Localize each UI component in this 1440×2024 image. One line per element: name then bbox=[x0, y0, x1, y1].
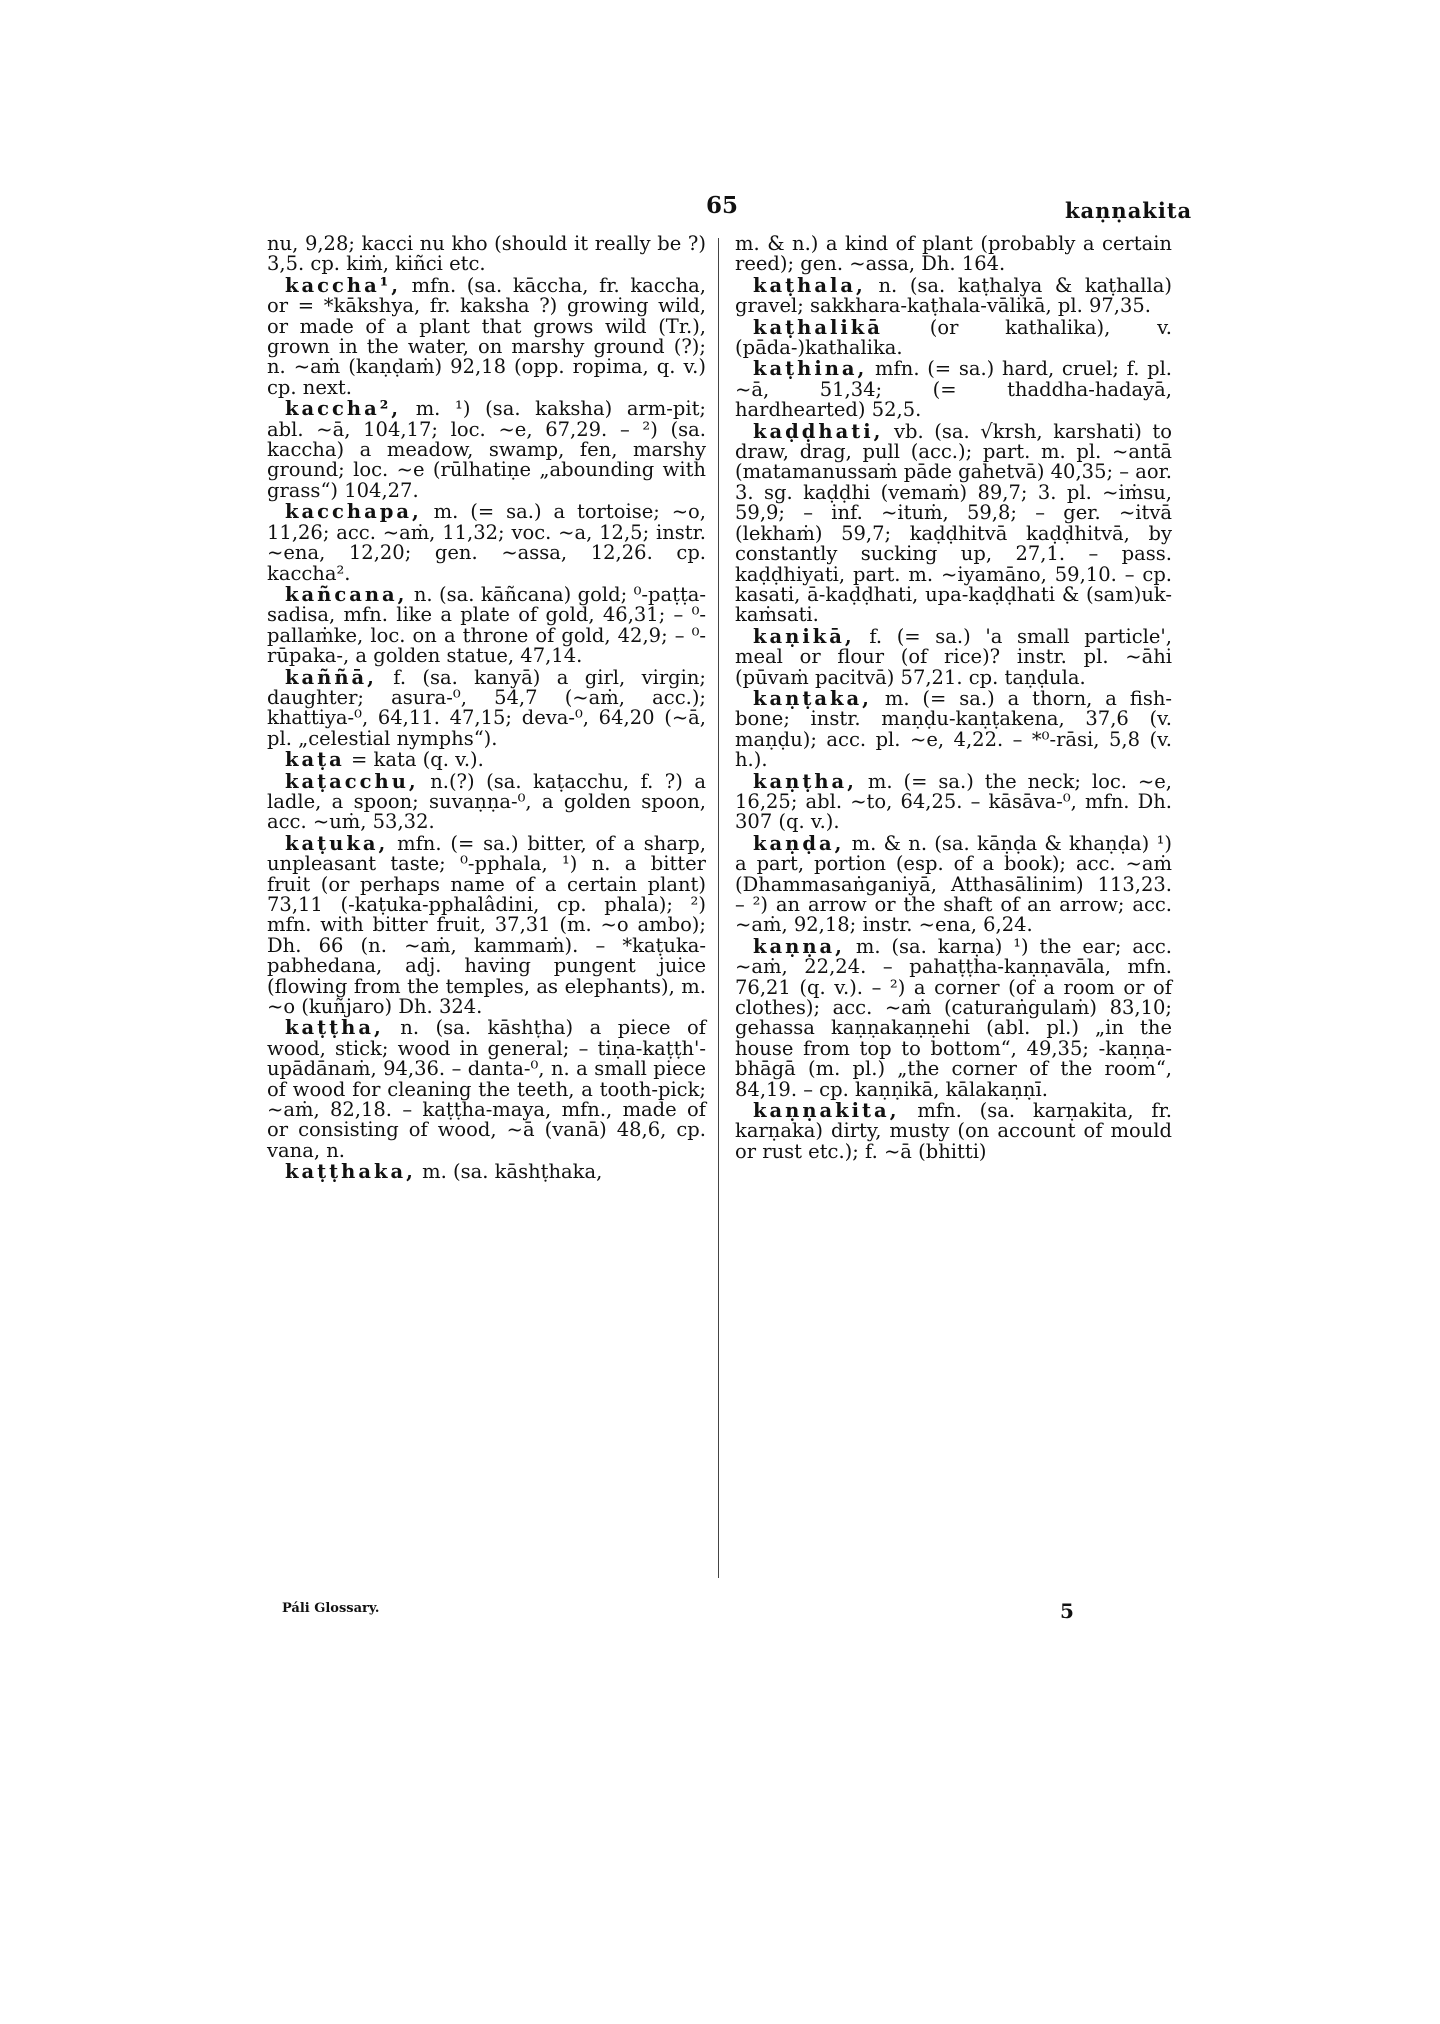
dictionary-entry bbox=[267, 502, 706, 584]
entry-text: f. (= sa.) 'a small particle', meal or flour (of rice)? instr. pl. ~āhi (pūvaṁ pacitvā) 57,21. cp. taṇḍula. bbox=[735, 624, 1172, 689]
dictionary-entry bbox=[735, 315, 1173, 360]
entry-text: vb. (sa. √krsh, karshati) to draw, drag, pull (acc.); part. m. pl. ~antā (matamanussaṁ pāde gahetvā) 40,35; – aor. 3. sg. kaḍḍhi (vemaṁ) 89,7; 3. pl. ~iṁsu, 59,9; – inf. ~ituṁ, 59,8; – ger. ~itvā (lekhaṁ) 59,7; kaḍḍhitvā kaḍḍhitvā, by constantly sucking up, 27,1. – pass. kaḍḍhiyati, part. m. ~iyamāno, 59,10. – cp. kasati, ā-kaḍḍhati, upa-kaḍḍhati & (sam)uk-kaṁsati. bbox=[735, 419, 1172, 627]
dictionary-entry bbox=[735, 769, 1173, 834]
entry-text: m. (= sa.) the neck; loc. ~e, 16,25; abl. ~to, 64,25. – kāsāva-⁰, mfn. Dh. 307 (q. v.). bbox=[735, 769, 1173, 834]
headword: kacchapa, bbox=[285, 500, 422, 524]
dictionary-entry bbox=[267, 399, 706, 501]
entry-text: n. (sa. kaṭhalya & kaṭhalla) gravel; sakkhara-kaṭhala-vālikā, pl. 97,35. bbox=[735, 273, 1172, 318]
page-number: 65 bbox=[706, 192, 739, 219]
dictionary-entry bbox=[267, 769, 706, 834]
entry-text: n.(?) (sa. kaṭacchu, f. ?) a ladle, a spoon; suvaṇṇa-⁰, a golden spoon, acc. ~uṁ, 53,32. bbox=[267, 769, 706, 834]
headword: kaṭhalikā bbox=[753, 315, 883, 339]
entry-text: n. (sa. kāshṭha) a piece of wood, stick; wood in general; – tiṇa-kaṭṭh'-upādānaṁ, 94,36. – danta-⁰, n. a small piece of wood for cleaning the teeth, a tooth-pick; ~aṁ, 82,18. – kaṭṭha-maya, mfn., made of or consisting of wood, ~ā (vanā) 48,6, cp. vana, n. bbox=[267, 1016, 706, 1162]
headword: kaḍḍhati, bbox=[753, 419, 884, 443]
dictionary-entry bbox=[735, 359, 1172, 420]
entry-text: m. ¹) (sa. kaksha) arm-pit; abl. ~ā, 104,17; loc. ~e, 67,29. – ²) (sa. kaccha) a meadow, swamp, fen, marshy ground; loc. ~e (rūlhatiṇe „abounding with grass“) 104,27. bbox=[267, 397, 706, 502]
dictionary-entry bbox=[735, 273, 1172, 318]
dictionary-entry bbox=[267, 831, 706, 1019]
signature-mark: 5 bbox=[1060, 1599, 1074, 1623]
entry-text: m. (= sa.) a thorn, a fish-bone; instr. maṇḍu-kaṇṭakena, 37,6 (v. maṇḍu); acc. pl. ~e, 4,22. – *⁰-rāsi, 5,8 (v. h.). bbox=[735, 686, 1172, 772]
headword: kaṇṭha, bbox=[753, 769, 857, 793]
entry-text: n. (sa. kāñcana) gold; ⁰-paṭṭa-sadisa, mfn. like a plate of gold, 46,31; – ⁰-pallaṁke, loc. on a throne of gold, 42,9; – ⁰-rūpaka-, a golden statue, 47,14. bbox=[267, 582, 706, 668]
headword: kaṇikā, bbox=[753, 624, 855, 648]
headword: kaṇḍa, bbox=[753, 831, 845, 855]
entry-text: = kata (q. v.). bbox=[351, 748, 484, 772]
dictionary-entry bbox=[735, 686, 1172, 772]
entry-text: f. (sa. kanyā) a girl, virgin; daughter; asura-⁰, 54,7 (~aṁ, acc.); khattiya-⁰, 64,11. 47,15; deva-⁰, 64,20 (~ā, pl. „celestial nymphs“). bbox=[267, 665, 706, 750]
headword: kaññā, bbox=[285, 665, 377, 689]
headword: kañcana, bbox=[285, 582, 408, 606]
headword: kaṇṇa, bbox=[753, 934, 845, 958]
entry-text: mfn. (= sa.) bitter, of a sharp, unpleasant taste; ⁰-pphala, ¹) n. a bitter fruit (or perhaps name of a certain plant) 73,11 (-kaṭuka-pphalâdini, cp. phala); ²) mfn. with bitter fruit, 37,31 (m. ~o ambo); Dh. 66 (n. ~aṁ, kammaṁ). – *kaṭuka-pabhedana, adj. having pungent juice (flowing from the temples, as elephants), m. ~o (kuñjaro) Dh. 324. bbox=[267, 831, 706, 1019]
book-title-footer: Páli Glossary. bbox=[282, 1601, 380, 1616]
column-divider bbox=[718, 238, 719, 1578]
dictionary-entry bbox=[267, 1162, 706, 1182]
dictionary-entry bbox=[267, 750, 706, 770]
entry-text: nu, 9,28; kacci nu kho (should it really be ?) 3,5. cp. kiṁ, kiñci etc. bbox=[267, 232, 706, 276]
headword: kaṭhina, bbox=[753, 357, 868, 381]
dictionary-entry bbox=[735, 934, 1172, 1101]
entry-text: mfn. (sa. karṇakita, fr. karṇaka) dirty, musty (on account of mould or rust etc.); f. ~ā (bhitti) bbox=[735, 1099, 1172, 1163]
dictionary-entry bbox=[735, 419, 1172, 627]
headword: kaṭacchu, bbox=[285, 769, 419, 793]
entry-text: m. (sa. karṇa) ¹) the ear; acc. ~aṁ, 22,24. – pahaṭṭha-kaṇṇavāla, mfn. 76,21 (q. v.). – ²) a corner (of a room or of clothes); acc. ~aṁ (caturaṅgulaṁ) 83,10; gehassa kaṇṇakaṇṇehi (abl. pl.) „in the house from top to bottom“, 49,35; -kaṇṇa-bhāgā (m. pl.) „the corner of the room“, 84,19. – cp. kaṇṇikā, kālakaṇṇī. bbox=[735, 934, 1172, 1101]
entry-text: m. & n. (sa. kāṇḍa & khaṇḍa) ¹) a part, portion (esp. of a book); acc. ~aṁ (Dhammasaṅganiyā, Atthasālinim) 113,23. – ²) an arrow or the shaft of an arrow; acc. ~aṁ, 92,18; instr. ~ena, 6,24. bbox=[735, 831, 1172, 937]
headword: kaṇṭaka, bbox=[753, 686, 872, 710]
dictionary-entry bbox=[735, 234, 1172, 275]
entry-text: mfn. (= sa.) hard, cruel; f. pl. ~ā, 51,34; (= thaddha-hadayā, hardhearted) 52,5. bbox=[735, 357, 1173, 422]
headword: kaṭa bbox=[285, 748, 345, 772]
entry-text: m. (sa. kāshṭhaka, bbox=[422, 1160, 603, 1184]
dictionary-entry bbox=[267, 582, 706, 668]
headword: kaṇṇakita, bbox=[753, 1099, 900, 1123]
dictionary-entry bbox=[735, 831, 1172, 937]
headword: kaccha¹, bbox=[285, 273, 402, 297]
right-column bbox=[735, 234, 1172, 1163]
headword: kaṭuka, bbox=[285, 831, 389, 855]
dictionary-entry bbox=[267, 1018, 706, 1161]
dictionary-entry bbox=[267, 234, 706, 275]
dictionary-entry bbox=[735, 1101, 1172, 1162]
headword: kaṭhala, bbox=[753, 273, 866, 297]
dictionary-entry bbox=[267, 273, 706, 399]
entry-text: m. (= sa.) a tortoise; ~o, 11,26; acc. ~aṁ, 11,32; voc. ~a, 12,5; instr. ~ena, 12,20; gen. ~assa, 12,26. cp. kaccha². bbox=[267, 500, 706, 585]
headword: kaccha², bbox=[285, 397, 402, 421]
entry-text: mfn. (sa. kāccha, fr. kaccha, or = *kākshya, fr. kaksha ?) growing wild, or made of a plant that grows wild (Tr.), grown in the water, on marshy ground (?); n. ~aṁ (kaṇḍaṁ) 92,18 (opp. ropima, q. v.) cp. next. bbox=[267, 273, 706, 399]
running-head: kaṇṇakita bbox=[1065, 198, 1193, 223]
dictionary-entry bbox=[735, 624, 1172, 689]
dictionary-entry bbox=[267, 665, 706, 750]
entry-text: m. & n.) a kind of plant (probably a certain reed); gen. ~assa, Dh. 164. bbox=[735, 232, 1172, 276]
headword: kaṭṭha, bbox=[285, 1016, 384, 1040]
entry-text: (or kathalika), v. (pāda-)kathalika. bbox=[735, 315, 1173, 360]
headword: kaṭṭhaka, bbox=[285, 1160, 416, 1184]
left-column bbox=[267, 234, 706, 1184]
